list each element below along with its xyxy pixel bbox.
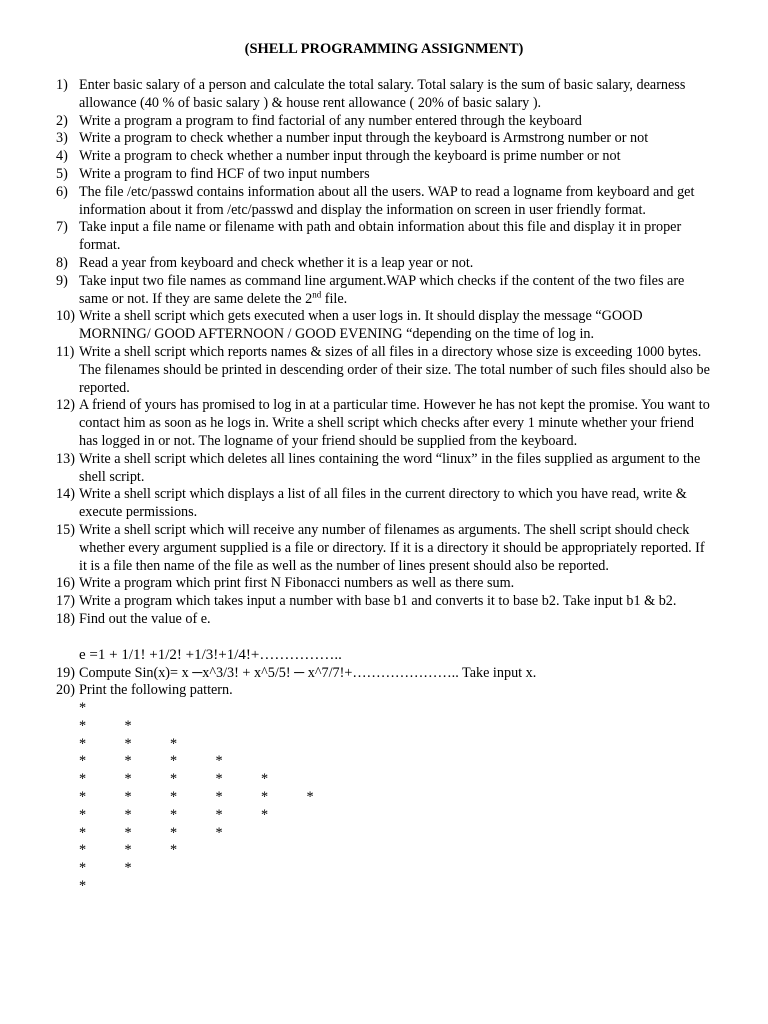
pattern-star: * [215, 806, 223, 823]
pattern-star: * [79, 789, 87, 806]
pattern-star: * [79, 878, 87, 895]
pattern-star: * [124, 842, 132, 859]
item-number: 7) [56, 219, 68, 236]
list-item [56, 486, 716, 522]
pattern-star: * [215, 789, 223, 806]
list-item [56, 308, 716, 344]
e-series-formula: e =1 + 1/1! +1/2! +1/3!+1/4!+…………….. [79, 646, 342, 663]
item-number: 17) [56, 593, 75, 610]
item-number: 1) [56, 77, 68, 93]
pattern-row [79, 825, 716, 843]
pattern-star: * [124, 735, 132, 752]
item-text: Write a shell script which will receive any number of filenames as arguments. The shell script should check whether every argument supplied is a file or directory. If it is a directory it should be appropriately reported. If it is a file then name of the file as well as the number of lines present should also be reported. [79, 521, 705, 574]
item-text-part: Take input two file names as command line argument.WAP which checks if the content of the two files are same or not. If they are same delete the 2 [79, 272, 685, 307]
item-number: 2) [56, 112, 68, 129]
item-text: Write a shell script which reports names & sizes of all files in a directory whose size is exceeding 1000 bytes. The filenames should be printed in descending order of their size. The total number of such files should also be reported. [79, 343, 710, 396]
pattern-star: * [170, 789, 178, 806]
pattern-star: * [170, 771, 178, 788]
item-text: Write a program to find HCF of two input numbers [79, 165, 370, 182]
pattern-star: * [124, 789, 132, 806]
item-number: 11) [56, 343, 75, 360]
star-pattern [79, 700, 716, 896]
pattern-star: * [124, 771, 132, 788]
pattern-star: * [79, 700, 87, 717]
item-number: 5) [56, 165, 68, 182]
pattern-star: * [261, 771, 269, 788]
pattern-row [79, 878, 716, 896]
item-number: 18) [56, 610, 75, 627]
pattern-star: * [124, 753, 132, 770]
pattern-star: * [306, 789, 314, 806]
list-item [56, 219, 716, 255]
pattern-star: * [79, 735, 87, 752]
pattern-row [79, 718, 716, 736]
pattern-star: * [79, 806, 87, 823]
item-text [79, 273, 716, 309]
item-text: Write a shell script which gets executed when a user logs in. It should display the message “GOOD MORNING/ GOOD AFTERNOON / GOOD EVENING “depending on the time of log in. [79, 308, 643, 343]
pattern-star: * [170, 824, 178, 841]
item-text: Read a year from keyboard and check whether it is a leap year or not. [79, 254, 474, 271]
assignment-list [56, 77, 716, 896]
pattern-star: * [124, 717, 132, 734]
pattern-star: * [124, 824, 132, 841]
pattern-star: * [261, 806, 269, 823]
pattern-star: * [79, 753, 87, 770]
pattern-row [79, 771, 716, 789]
list-item [56, 522, 716, 575]
pattern-star: * [124, 806, 132, 823]
item-number: 8) [56, 254, 68, 271]
item-text: Write a program to check whether a number input through the keyboard is prime number or not [79, 148, 621, 165]
list-item [56, 130, 716, 148]
ordinal-superscript: nd [312, 288, 322, 299]
item-text: Write a shell script which deletes all lines containing the word “linux” in the files supplied as argument to the shell script. [79, 450, 701, 485]
item-number: 3) [56, 130, 68, 147]
item-text: Print the following pattern. [79, 682, 233, 699]
list-item [56, 77, 716, 113]
list-item [56, 113, 716, 131]
pattern-row [79, 736, 716, 754]
list-item [56, 273, 716, 309]
item-number: 10) [56, 308, 75, 325]
item-text: Take input a file name or filename with path and obtain information about this file and display it in proper format. [79, 219, 682, 254]
pattern-row [79, 753, 716, 771]
pattern-star: * [215, 753, 223, 770]
list-item [56, 682, 716, 700]
pattern-star: * [215, 824, 223, 841]
list-item [56, 665, 716, 683]
item-number: 14) [56, 486, 75, 503]
pattern-star: * [79, 824, 87, 841]
item-number: 9) [56, 272, 68, 289]
list-item [56, 166, 716, 184]
item-number: 20) [56, 682, 75, 699]
pattern-star: * [124, 860, 132, 877]
pattern-row [79, 842, 716, 860]
item-text: Write a program to check whether a number input through the keyboard is Armstrong number or not [79, 130, 649, 147]
pattern-row [79, 860, 716, 878]
list-item [56, 148, 716, 166]
pattern-star: * [79, 842, 87, 859]
item-text: Write a program which takes input a number with base b1 and converts it to base b2. Take input b1 & b2. [79, 593, 677, 610]
item-text: Enter basic salary of a person and calculate the total salary. Total salary is the sum of basic salary, dearness allowance (40 % of basic salary ) & house rent allowance ( 20% of basic salary ). [79, 77, 686, 111]
pattern-star: * [170, 806, 178, 823]
item-text: Compute Sin(x)= x ─x^3/3! + x^5/5! ─ x^7/7!+………………….. Take input x. [79, 664, 537, 681]
item-text: Find out the value of e. [79, 610, 211, 627]
list-item [56, 593, 716, 611]
pattern-star: * [79, 771, 87, 788]
document-title: (SHELL PROGRAMMING ASSIGNMENT) [244, 41, 524, 57]
list-item [56, 611, 716, 629]
item-text-part: file. [321, 290, 348, 307]
item-number: 12) [56, 397, 75, 414]
pattern-star: * [79, 860, 87, 877]
pattern-star: * [215, 771, 223, 788]
list-item [56, 451, 716, 487]
pattern-row [79, 700, 716, 718]
list-item [56, 184, 716, 220]
item-number: 19) [56, 664, 75, 681]
item-number: 13) [56, 450, 75, 467]
pattern-row [79, 789, 716, 807]
list-item [56, 397, 716, 450]
item-number: 4) [56, 148, 68, 165]
pattern-star: * [170, 842, 178, 859]
item-number: 15) [56, 521, 75, 538]
pattern-row [79, 807, 716, 825]
item-text: Write a program a program to find factorial of any number entered through the keyboard [79, 112, 582, 129]
item-text: The file /etc/passwd contains information about all the users. WAP to read a logname from keyboard and get information about it from /etc/passwd and display the information on screen in user friendly format. [79, 183, 695, 218]
list-item [56, 344, 716, 397]
pattern-star: * [79, 717, 87, 734]
item-number: 16) [56, 575, 75, 592]
pattern-star: * [170, 735, 178, 752]
item-text: Write a program which print first N Fibonacci numbers as well as there sum. [79, 575, 515, 592]
pattern-star: * [170, 753, 178, 770]
item-text: A friend of yours has promised to log in at a particular time. However he has not kept the promise. You want to contact him as soon as he logs in. Write a shell script which checks after every 1 minute whether your friend has logged in or not. The logname of your friend should be supplied from the keyboard. [79, 397, 710, 449]
item-number: 6) [56, 183, 68, 200]
list-item [56, 255, 716, 273]
pattern-star: * [261, 789, 269, 806]
list-item [56, 575, 716, 593]
item-text: Write a shell script which displays a list of all files in the current directory to which you have read, write & execute permissions. [79, 486, 687, 521]
